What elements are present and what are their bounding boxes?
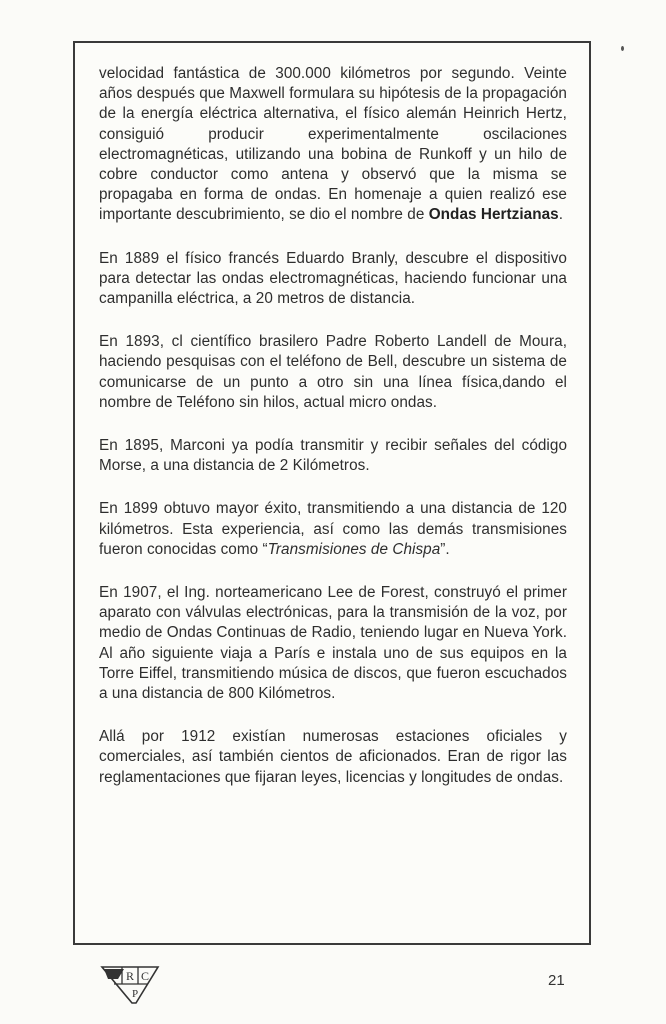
paragraph-de-forest (99, 583, 567, 704)
page-number: 21 (548, 972, 565, 989)
paragraph-landell (99, 332, 567, 413)
paragraph-branly (99, 249, 567, 310)
paragraph-marconi-1899 (99, 499, 567, 560)
paper-speck (621, 46, 624, 51)
paragraph-text: En 1889 el físico francés Eduardo Branly, descubre el dispositivo para detectar las ondas electromagnéticas, haciendo funcionar una campanilla eléctrica, a 20 metros de distancia. (99, 249, 567, 308)
ondas-hertzianas-term: Ondas Hertzianas (428, 206, 559, 224)
logo-letter-c: C (140, 969, 150, 983)
page-content (99, 64, 567, 811)
transmisiones-de-chispa-term: Transmisiones de Chispa (267, 540, 441, 558)
paragraph-text: Allá por 1912 existían numerosas estaciones oficiales y comerciales, así también cientos de aficionados. Eran de rigor las reglamentaciones que fijaran leyes, licencias y longitudes de ondas. (99, 728, 567, 786)
paragraph-text: velocidad fantástica de 300.000 kilómetros por segundo. Veinte años después que Maxwell formulara su hipótesis de la propagación de la energía eléctrica alternativa, el físico alemán Heinrich Hertz, consiguió producir experimentalmente oscilaciones electromagnéticas, utilizando una bobina de Runkoff y un hilo de cobre conductor como antena y observó que la misma se propagaba en forma de ondas. En homenaje a quien realizó ese importante descubrimiento, se dio el nombre de (99, 65, 567, 224)
paragraph-1912 (99, 727, 567, 788)
logo-letter-p: P (131, 988, 139, 1000)
paragraph-text: En 1899 obtuvo mayor éxito, transmitiendo a una distancia de 120 kilómetros. Esta experiencia, así como las demás transmisiones fueron conocidas como “ (99, 500, 567, 558)
paragraph-text: . (558, 206, 564, 224)
paragraph-text: En 1893, cl científico brasilero Padre Roberto Landell de Moura, haciendo pesquisas con el teléfono de Bell, descubre un sistema de comunicarse de un punto a otro sin una línea física,dando el nombre de Teléfono sin hilos, actual micro ondas. (99, 333, 567, 411)
paragraph-text: En 1895, Marconi ya podía transmitir y recibir señales del código Morse, a una distancia de 2 Kilómetros. (99, 437, 567, 475)
paragraph-text: ”. (440, 540, 450, 558)
logo-letter-r: R (125, 969, 135, 983)
paragraph-text: En 1907, el Ing. norteamericano Lee de Forest, construyó el primer aparato con válvulas electrónicas, para la transmisión de la voz, por medio de Ondas Continuas de Radio, teniendo lugar en Nueva York. Al año siguiente viaja a París e instala uno de sus equipos en la Torre Eiffel, transmitiendo música de discos, que fueron escuchados a una distancia de 800 Kilómetros. (99, 584, 567, 703)
paragraph-marconi-1895 (99, 436, 567, 476)
text-frame (73, 41, 591, 945)
rcp-logo (100, 962, 162, 1008)
paragraph-hertz (99, 64, 567, 226)
